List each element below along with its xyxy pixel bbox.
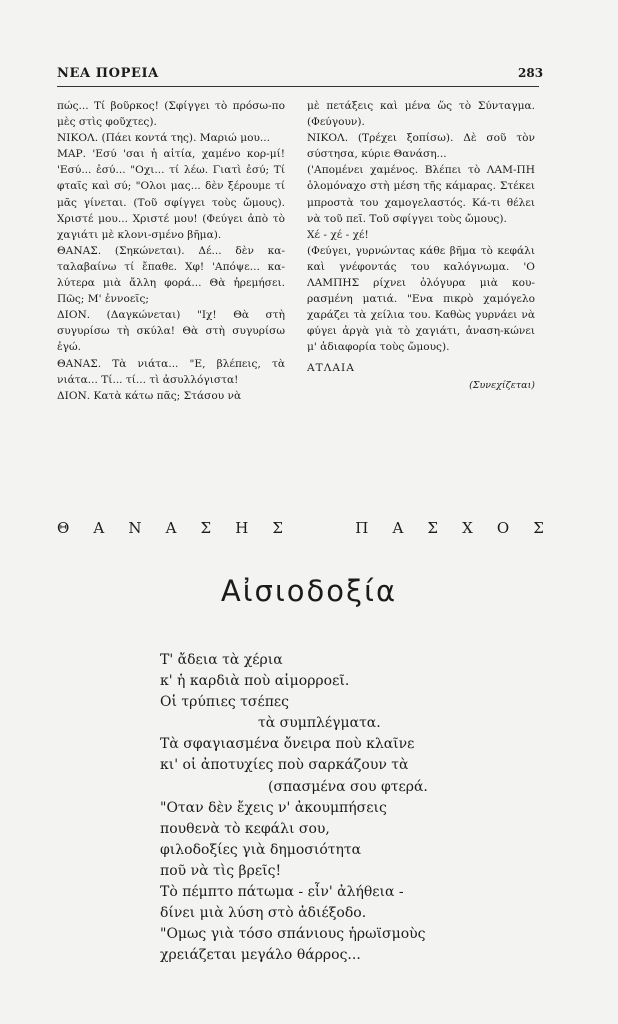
right-paragraph: (Φεύγει, γυρνώντας κάθε βῆμα τὸ κεφάλι καὶ γνέφοντάς του καλόγνωμα. 'Ο ΛΑΜΠΗΣ ρίχνει ὁλόγυρα μιὰ κου-ρασμένη ματιά. "Ενα πικρὸ χαμόγελο χαράζει τὰ χείλια του. Καθὼς γυρνάει νὰ φύγει ἀργὰ γιὰ τὸ χαγιάτι, ἀναση-κώνει μ' ἀδιαφορία τοὺς ὤμους).: [307, 244, 535, 354]
poem-line: πουθενὰ τὸ κεφάλι σου,: [160, 820, 330, 837]
continued-note: (Συνεχίζεται): [469, 379, 535, 391]
poem-line: δίνει μιὰ λύση στὸ ἀδιέξοδο.: [160, 905, 367, 922]
poem-line: κι' οἱ ἀποτυχίες ποὺ σαρκάζουν τὰ: [160, 757, 409, 774]
author-letter: Π: [355, 519, 369, 537]
poem-line: (σπασμένα σου φτερά.: [268, 778, 428, 795]
journal-title: ΝΕΑ ΠΟΡΕΙΑ: [57, 66, 159, 81]
poem-line: "Ομως γιὰ τόσο σπάνιους ἡρωϊσμοὺς: [160, 926, 426, 943]
author-letter: Σ: [200, 519, 212, 537]
signature: ΑΤΛΑΙΑ: [307, 361, 355, 374]
left-column: [57, 98, 285, 404]
author-letter: Η: [235, 519, 249, 537]
poem-line: "Οταν δὲν ἔχεις ν' ἀκουμπήσεις: [160, 799, 387, 816]
poem-line: κ' ἡ καρδιὰ ποὺ αἱμορροεῖ.: [160, 673, 350, 690]
poem-line: φιλοδοξίες γιὰ δημοσιότητα: [160, 841, 362, 858]
poem-line: χρειάζεται μεγάλο θάρρος...: [160, 947, 361, 964]
poem-title: Αἰσιοδοξία: [220, 574, 398, 608]
right-paragraph: ΝΙΚΟΛ. (Τρέχει ξοπίσω). Δὲ σοῦ τὸν σύστησα, κύριε Θανάση...: [307, 132, 535, 161]
page-number: 283: [518, 66, 544, 80]
poem-line: Οἱ τρύπιες τσέπες: [160, 694, 289, 711]
right-column: [307, 98, 535, 394]
author-letter: Σ: [533, 519, 544, 537]
author-letter: Ο: [496, 519, 510, 537]
right-paragraph: Χέ - χέ - χέ!: [307, 228, 369, 241]
author-letter: Α: [165, 519, 177, 537]
author-name: [57, 519, 544, 537]
poem-line: Τὸ πέμπτο πάτωμα - εἶν' ἀλήθεια -: [160, 884, 404, 901]
left-paragraph: ΔΙΟΝ. (Δαγκώνεται) "Ιχ! Θὰ στὴ συγυρίσω τὴ σκύλα! Θὰ στὴ συγυρίσω ἐγώ.: [57, 309, 285, 354]
left-paragraph: ΘΑΝΑΣ. Τὰ νιάτα... "Ε, βλέπεις, τὰ νιάτα... Τί... τί... τὶ ἀσυλλόγιστα!: [57, 357, 285, 386]
author-letter: Χ: [462, 519, 473, 537]
header-rule: [57, 86, 539, 87]
right-paragraph: μὲ πετάξεις καὶ μένα ὥς τὸ Σύνταγμα. (Φεύγουν).: [307, 100, 535, 129]
left-paragraph: πώς... Τί βοῦρκος! (Σφίγγει τὸ πρόσω-πο μὲς στὶς φοῦχτες).: [57, 100, 285, 129]
author-letter: Α: [93, 519, 105, 537]
right-paragraph: ('Απομένει χαμένος. Βλέπει τὸ ΛΑΜ-ΠΗ ὁλομόναχο στὴ μέση τῆς κάμαρας. Στέκει μπροστὰ του χαμογελαστός. Κά-τι θέλει νὰ τοῦ πεῖ. Τοῦ σφίγγει τοὺς ὤμους).: [307, 164, 535, 225]
author-letter: Ν: [128, 519, 142, 537]
left-paragraph: ΔΙΟΝ. Κατὰ κάτω πᾶς; Στάσου νὰ: [57, 389, 242, 402]
author-letter: Σ: [272, 519, 283, 537]
left-paragraph: ΝΙΚΟΛ. (Πάει κοντά της). Μαριώ μου...: [57, 132, 270, 145]
poem-line: Τ' ἄδεια τὰ χέρια: [160, 652, 283, 668]
author-letter: Θ: [57, 519, 70, 537]
left-paragraph: ΜΑΡ. 'Εσύ 'σαι ἡ αἰτία, χαμένο κορ-μί! 'Εσύ... ἐσύ... "Οχι... τί λέω. Γιατὶ ἐσύ; Τί φταῖς καὶ σύ; "Ολοι μας... δὲν ξέρουμε τί μᾶς γίνεται. (Τοῦ σφίγγει τοὺς ὤμους). Χριστέ μου... Χριστέ μου! (Φεύγει ἀπὸ τὸ χαγιάτι μὲ κλονι-σμένο βῆμα).: [57, 148, 285, 241]
left-paragraph: ΘΑΝΑΣ. (Σηκώνεται). Δέ... δὲν κα-ταλαβαίνω τί ἔπαθε. Χφ! 'Απόψε... κα-λύτερα μιὰ ἄλλη φορά... Θὰ ἠρεμήσει. Πῶς; Μ' ἐννοεῖς;: [57, 244, 285, 306]
poem-line: ποῦ νὰ τὶς βρεῖς!: [160, 862, 282, 879]
author-letter: Σ: [427, 519, 439, 537]
author-letter: Α: [392, 519, 404, 537]
poem-body: [160, 650, 480, 966]
poem-line: Τὰ σφαγιασμένα ὄνειρα ποὺ κλαῖνε: [160, 736, 415, 753]
poem-line: τὰ συμπλέγματα.: [258, 715, 381, 732]
